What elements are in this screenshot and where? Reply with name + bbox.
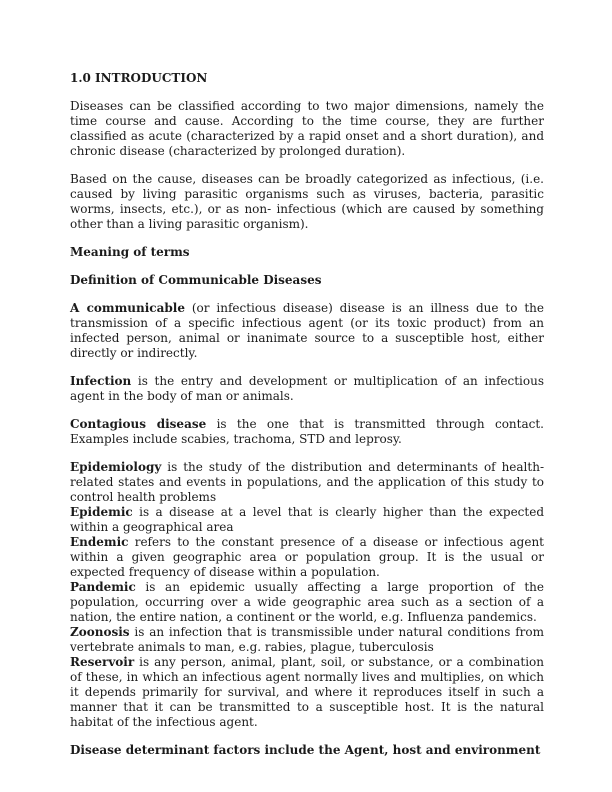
- heading-meaning-of-terms: Meaning of terms: [70, 245, 190, 259]
- term-zoonosis: Zoonosis: [70, 625, 130, 639]
- definition-pandemic: [70, 580, 544, 625]
- definition-contagious-disease: [70, 417, 544, 447]
- definition-infection-text: is the entry and development or multiplication of an infectious agent in the body of man or animals.: [70, 374, 544, 403]
- definition-endemic-text: refers to the constant presence of a disease or infectious agent within a given geographic area or population group. It is the usual or expected frequency of disease within a population.: [70, 535, 544, 579]
- term-pandemic: Pandemic: [70, 580, 136, 594]
- definition-reservoir: [70, 655, 544, 730]
- term-infection: Infection: [70, 374, 132, 388]
- definition-pandemic-text: is an epidemic usually affecting a large proportion of the population, occurring over a wide geographic area such as a section of a nation, the entire nation, a continent or the world, e.g. Influenza pandemics.: [70, 580, 544, 624]
- paragraph-disease-cause-category: Based on the cause, diseases can be broadly categorized as infectious, (i.e. caused by living parasitic organisms such as viruses, bacteria, parasitic worms, insects, etc.), or as non- infectious (which are caused by something other than a living parasitic organism).: [70, 172, 544, 231]
- definition-zoonosis-text: is an infection that is transmissible under natural conditions from vertebrate animals to man, e.g. rabies, plague, tuberculosis: [70, 625, 544, 654]
- heading-disease-determinant-factors: Disease determinant factors include the Agent, host and environment: [70, 743, 541, 757]
- definition-communicable-text: (or infectious disease) disease is an illness due to the transmission of a specific infectious agent (or its toxic product) from an infected person, animal or inanimate source to a susceptible host, either directly or indirectly.: [70, 301, 544, 360]
- definition-endemic: [70, 535, 544, 580]
- term-communicable: A communicable: [70, 301, 185, 315]
- definition-contagious-disease-text: is the one that is transmitted through contact. Examples include scabies, trachoma, STD and leprosy.: [70, 417, 544, 446]
- definition-zoonosis: [70, 625, 544, 655]
- definition-communicable: [70, 301, 544, 361]
- definition-epidemic-text: is a disease at a level that is clearly higher than the expected within a geographical area: [70, 505, 544, 534]
- heading-definition-communicable-diseases: Definition of Communicable Diseases: [70, 273, 322, 287]
- definition-epidemic: [70, 505, 544, 535]
- paragraph-disease-classification: Diseases can be classified according to two major dimensions, namely the time course and cause. According to the time course, they are further classified as acute (characterized by a rapid onset and a short duration), and chronic disease (characterized by prolonged duration).: [70, 99, 544, 158]
- definition-infection: [70, 374, 544, 404]
- definition-reservoir-text: is any person, animal, plant, soil, or substance, or a combination of these, in which an infectious agent normally lives and multiplies, on which it depends primarily for survival, and where it reproduces itself in such a manner that it can be transmitted to a susceptible host. It is the natural habitat of the infectious agent.: [70, 655, 544, 729]
- definition-epidemiology: [70, 460, 544, 505]
- term-epidemic: Epidemic: [70, 505, 133, 519]
- term-endemic: Endemic: [70, 535, 129, 549]
- term-reservoir: Reservoir: [70, 655, 135, 669]
- epidemiology-terms-group: [70, 460, 544, 730]
- section-heading-introduction: 1.0 INTRODUCTION: [70, 71, 208, 85]
- term-contagious-disease: Contagious disease: [70, 417, 207, 431]
- term-epidemiology: Epidemiology: [70, 460, 162, 474]
- definition-epidemiology-text: is the study of the distribution and determinants of health-related states and events in populations, and the application of this study to control health problems: [70, 460, 544, 504]
